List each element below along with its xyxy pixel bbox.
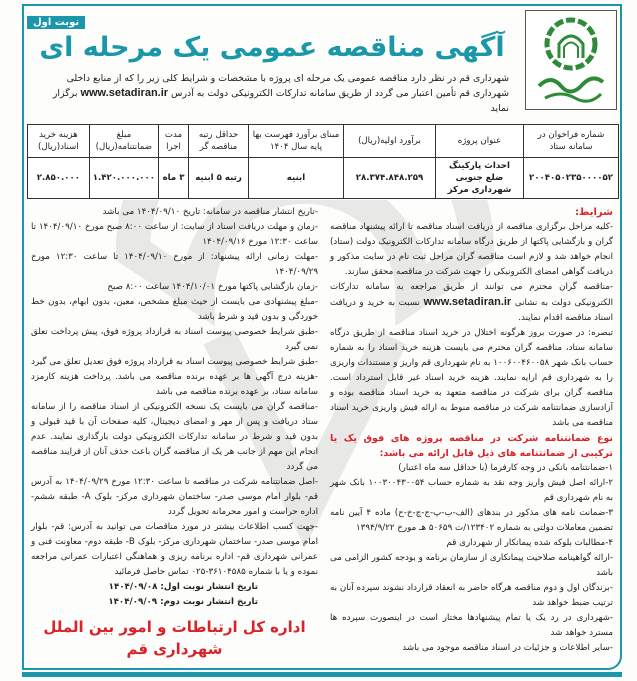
cell-guarantee: ۱.۴۲۰.۰۰۰.۰۰۰: [89, 158, 158, 199]
cell-basis: ابنیه: [249, 158, 344, 199]
notice-frame: [22, 4, 622, 670]
note-4: -سایر اطلاعات و جزئیات در اسناد مناقصه موجود می باشد: [402, 643, 613, 653]
condition-note: تبصره: در صورت بروز هرگونه اختلال در خرید اسناد مناقصه از طریق درگاه سامانه ستاد، مناقصه گران محترم می بایست هزینه خرید اسناد را به شماره حساب بانک شهر ۱۰۰۶۰۰۴۶۰۰۵۸ به نام شهرداری قم واریز و مستندات واریزی را به شهرداری قم ارایه نمایند. هزینه خرید اسناد غیر قابل استرداد است. مناقصه گران برای شرکت در مناقصه متعهد به خرید اسناد مناقصه بوده و آزادسازی ضمانتنامه شرکت در مناقصه منوط به ارائه فیش واریزی خرید اسناد مناقصه می باشد: [330, 328, 613, 428]
schedule-7: -طبق شرایط خصوصی پیوست اسناد به قرارداد پروژه فوق تعدیل تعلق می گیرد: [31, 357, 318, 367]
setadiran-link[interactable]: www.setadiran.ir: [80, 87, 169, 99]
publish-date-2: تاریخ انتشار نوبت دوم: ۱۴۰۴/۰۹/۰۹: [108, 597, 258, 607]
setadiran-link-2[interactable]: www.setadiran.ir: [423, 296, 512, 308]
cell-min-rank: رتبه ۵ ابنیه: [189, 158, 249, 199]
condition-p2-text: -مناقصه گران محترم می توانند از طریق مراجعه به سامانه تدارکات الکترونیکی دولت به نشانی: [330, 282, 613, 308]
th-duration: مدت اجرا: [159, 125, 189, 158]
schedule-6: -طبق شرایط خصوصی پیوست اسناد به قرارداد پروژه فوق، پیش پرداخت تعلق نمی گیرد: [31, 327, 318, 352]
intro-text: [27, 65, 517, 120]
note-2: -برندگان اول و دوم مناقصه هرگاه حاضر به انعقاد قرارداد نشوند سپرده آنان به ترتیب ضبط خواهد شد: [330, 583, 613, 608]
schedule-9: -مناقصه گران می بایست یک نسخه الکترونیکی از اسناد مناقصه را از سامانه ستاد دریافت و پس از مهر و امضای دیجیتال، کلیه صفحات آن با قید قبولی و بدون قید و شرط در سامانه تدارکات الکترونیکی دولت بارگذاری نمایند. عدم انجام این مهم از جانب هر یک از مناقصه گران باعث حذف آنان از فرایند مناقصه می گردد: [31, 402, 318, 472]
condition-p2: [330, 280, 613, 326]
table-header-row: [28, 125, 619, 158]
round-badge: نوبت اول: [27, 16, 85, 29]
th-min-rank: حداقل رتبه مناقصه گر: [189, 125, 249, 158]
bottom-divider: [22, 672, 622, 677]
cell-duration: ۳ ماه: [159, 158, 189, 199]
schedule-3: -مهلت زمانی ارائه پیشنهاد: از مورخ ۱۴۰۴/۰۹/۱۰ تا ساعت ۱۲:۳۰ مورخ ۱۴۰۴/۰۹/۲۹: [31, 252, 318, 277]
schedule-column: [31, 205, 318, 660]
conditions-column: [330, 205, 613, 660]
cell-project-title: احداث پارکینگ ضلع جنوبی شهرداری مرکز: [436, 158, 524, 199]
cell-call-number: ۲۰۰۴۰۵۰۲۳۵۰۰۰۰۵۲: [524, 158, 619, 199]
qom-municipality-logo: [525, 10, 617, 110]
note-3: -شهرداری در رد یک یا تمام پیشنهادها مختار است در اینصورت سپرده ها مسترد خواهد شد: [330, 613, 613, 638]
th-estimate: برآورد اولیه(ریال): [344, 125, 436, 158]
intro-line: شهرداری قم در نظر دارد مناقصه عمومی یک مرحله ای پروژه با مشخصات و شرایط کلی زیر را که از منابع داخلی شهرداری قم تأمین اعتبار می گردد از طریق سامانه تدارکات الکترونیکی دولت به آدرس: [66, 73, 509, 99]
cell-doc-cost: ۲.۸۵۰.۰۰۰: [28, 158, 90, 199]
schedule-11: -جهت کسب اطلاعات بیشتر در مورد مناقصات می توانید به آدرس: قم- بلوار امام موسی صدر- ساختمان شهرداری مرکز- بلوک B- طبقه دوم- معاونت فنی و عمرانی شهرداری قم- اداره برنامه ریزی و هماهنگی اعتبارات عمرانی مراجعه نموده و یا با شماره ۳۶۱۰۴۵۸۵-۰۲۵ تماس حاصل فرمائید: [31, 522, 318, 577]
th-doc-cost: هزینه خرید اسناد(ریال): [28, 125, 90, 158]
guarantee-item-4: ۴-مطالبات بلوکه شده پیمانکار از شهرداری قم: [446, 538, 613, 548]
issuer-footer: اداره کل ارتباطات و امور بین الملل شهرداری قم: [43, 618, 306, 658]
guarantee-item-3: ۳-ضمانت نامه های مذکور در بندهای (الف-ب-پ-ج-چ-خ-ح) ماده ۴ آیین نامه تضمین معاملات دولتی به شماره ۱۲۳۴۰۲/ت ۵۰۶۵۹ هـ مورخ ۱۳۹۴/۹/۲۲: [330, 508, 613, 533]
intro-end: برگزار نماید: [52, 88, 509, 114]
schedule-1: -تاریخ انتشار مناقصه در سامانه: تاریخ ۱۴۰۴/۰۹/۱۰ می باشد: [102, 207, 318, 217]
schedule-8: -هزینه درج آگهی ها بر عهده برنده مناقصه می باشد. پرداخت هزینه کارمزد سامانه ستاد، بر عهده برنده مناقصه می باشد: [31, 372, 318, 397]
cell-estimate: ۲۸.۳۷۴.۸۴۸.۲۵۹: [344, 158, 436, 199]
guarantee-item-1: ۱-ضمانتنامه بانکی در وجه کارفرما (با حداقل سه ماه اعتبار): [398, 463, 613, 473]
page-title: آگهی مناقصه عمومی یک مرحله ای: [39, 32, 505, 63]
table-row: [28, 158, 619, 199]
publish-date-1: تاریخ انتشار نوبت اول: ۱۴۰۴/۰۹/۰۸: [108, 582, 258, 592]
th-basis: مبنای برآورد فهرست بها پایه سال ۱۴۰۴: [249, 125, 344, 158]
notice-header: [27, 10, 617, 120]
schedule-5: -مبلغ پیشنهادی می بایست از حیث مبلغ مشخص، معین، بدون ابهام، بدون خط خوردگی و بدون قید و شرط باشد: [31, 297, 318, 322]
body-columns: [27, 205, 617, 660]
guarantee-heading: نوع ضمانتنامه شرکت در مناقصه پروژه های فوق یک یا ترکیبی از ضمانتنامه های ذیل قابل ارائه می باشد:: [330, 433, 613, 459]
guarantee-item-2: ۲-ارائه اصل فیش واریز وجه نقد به شماره حساب ۱۰۰۳۰۰۴۳۰۰۵۴ بانک شهر به نام شهرداری قم: [330, 478, 613, 503]
th-guarantee: مبلغ ضمانتنامه(ریال): [89, 125, 158, 158]
th-call-number: شماره فراخوان در سامانه ستاد: [524, 125, 619, 158]
condition-p2-end: نسبت به خرید و دریافت اسناد مناقصه اقدام نمایند.: [330, 298, 613, 323]
th-project-title: عنوان پروژه: [436, 125, 524, 158]
tender-table: [27, 124, 619, 199]
note-1: -ارائه گواهینامه صلاحیت پیمانکاری از سازمان برنامه و بودجه کشور الزامی می باشد: [330, 553, 613, 578]
schedule-2: -زمان و مهلت دریافت اسناد از سایت: از ساعت ۸:۰۰ صبح مورخ ۱۴۰۴/۰۹/۱۰ تا ساعت ۱۲:۳۰ مورخ ۱۴۰۴/۰۹/۱۶: [31, 222, 318, 247]
conditions-title: شرایط:: [575, 207, 613, 218]
schedule-10: -اصل ضمانتنامه شرکت در مناقصه تا ساعت ۱۲:۳۰ مورخ ۱۴۰۴/۰۹/۲۹ به آدرس قم- بلوار امام موسی صدر- ساختمان شهرداری مرکز- بلوک A- طبقه ششم- اداره حراست و امور محرمانه تحویل گردد: [31, 477, 318, 517]
logo-icon: [531, 14, 611, 106]
condition-p1: -کلیه مراحل برگزاری مناقصه از دریافت اسناد مناقصه تا ارائه پیشنهاد مناقصه گران و بازگشایی پاکتها از طریق درگاه سامانه تدارکات الکترونیک دولت (ستاد) انجام خواهد شد و لازم است مناقصه گران مراحل ثبت نام در سایت مذکور و دریافت گواهی امضای الکترونیکی را جهت شرکت در مناقصه محقق سازند.: [330, 222, 613, 277]
schedule-4: -زمان بازگشایی پاکتها مورخ ۱۴۰۴/۱۰/۰۱ ساعت ۸:۰۰ صبح: [107, 282, 318, 292]
